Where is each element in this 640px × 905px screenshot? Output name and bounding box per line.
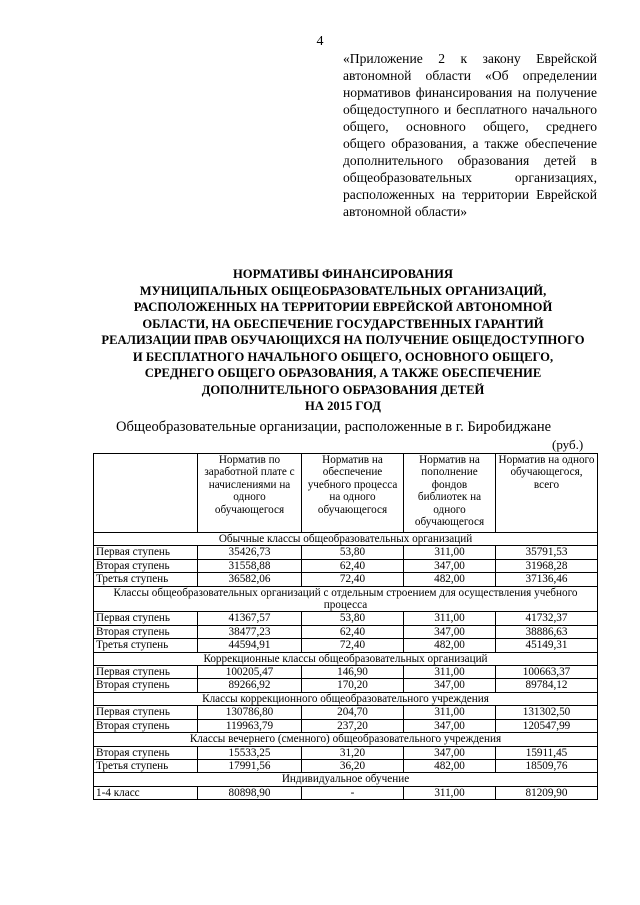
section-row: [94, 773, 598, 786]
section-row: [94, 586, 598, 612]
table-cell: 89784,12: [496, 679, 598, 692]
table-cell: 482,00: [404, 639, 496, 652]
table-cell: 130786,80: [198, 706, 302, 719]
section-row: [94, 733, 598, 746]
table-cell: 31,20: [302, 746, 404, 759]
table-cell: 38477,23: [198, 625, 302, 638]
table-cell: 15533,25: [198, 746, 302, 759]
table-cell: 72,40: [302, 639, 404, 652]
section-title: Индивидуальное обучение: [94, 773, 598, 786]
row-label: Первая ступень: [94, 546, 198, 559]
title-line: И БЕСПЛАТНОГО НАЧАЛЬНОГО ОБЩЕГО, ОСНОВНОГО ОБЩЕГО,: [132, 349, 554, 364]
table-cell: 347,00: [404, 625, 496, 638]
title-line: МУНИЦИПАЛЬНЫХ ОБЩЕОБРАЗОВАТЕЛЬНЫХ ОРГАНИЗАЦИЙ,: [139, 283, 547, 298]
table-row: [94, 786, 598, 799]
table-cell: 347,00: [404, 746, 496, 759]
title-line: РЕАЛИЗАЦИИ ПРАВ ОБУЧАЮЩИХСЯ НА ПОЛУЧЕНИЕ ОБЩЕДОСТУПНОГО: [101, 333, 585, 347]
row-label: Третья ступень: [94, 573, 198, 586]
appendix-reference: «Приложение 2 к закону Еврейской автономной области «Об определении нормативов финансирования на получение общедоступного и бесплатного начального общего, основного общего, среднего общего образования, а также обеспечение дополнительного образования детей в общеобразовательных организациях, расположенных на территории Еврейской автономной области»: [343, 51, 597, 219]
table-cell: 31968,28: [496, 559, 598, 572]
table-row: [94, 719, 598, 732]
table-cell: 36582,06: [198, 573, 302, 586]
row-label: Третья ступень: [94, 759, 198, 772]
table-cell: -: [302, 786, 404, 799]
table-cell: 62,40: [302, 559, 404, 572]
table-cell: 311,00: [404, 612, 496, 625]
table-cell: 119963,79: [198, 719, 302, 732]
section-row: [94, 533, 598, 546]
column-header: Норматив по заработной плате с начислениями на одного обучающегося: [198, 454, 302, 533]
table-cell: 72,40: [302, 573, 404, 586]
column-header: Норматив на обеспечение учебного процесса на одного обучающегося: [302, 454, 404, 533]
table-row: [94, 625, 598, 638]
table-cell: 311,00: [404, 706, 496, 719]
section-row: [94, 652, 598, 665]
table-cell: 120547,99: [496, 719, 598, 732]
table-cell: 35791,53: [496, 546, 598, 559]
table-cell: 347,00: [404, 719, 496, 732]
row-label: Вторая ступень: [94, 559, 198, 572]
row-label: Первая ступень: [94, 666, 198, 679]
title-line: ОБЛАСТИ, НА ОБЕСПЕЧЕНИЕ ГОСУДАРСТВЕННЫХ ГАРАНТИЙ: [142, 316, 544, 331]
column-header: Норматив на пополнение фондов библиотек на одного обучающегося: [404, 454, 496, 533]
row-label: Вторая ступень: [94, 679, 198, 692]
row-label: Первая ступень: [94, 706, 198, 719]
table-row: [94, 666, 598, 679]
page-number: 4: [316, 34, 324, 49]
table-cell: 31558,88: [198, 559, 302, 572]
row-label: Вторая ступень: [94, 625, 198, 638]
section-title: Коррекционные классы общеобразовательных организаций: [94, 652, 598, 665]
row-label: Третья ступень: [94, 639, 198, 652]
table-cell: 311,00: [404, 786, 496, 799]
title-line: СРЕДНЕГО ОБЩЕГО ОБРАЗОВАНИЯ, А ТАКЖЕ ОБЕСПЕЧЕНИЕ: [144, 366, 542, 380]
table-cell: 347,00: [404, 679, 496, 692]
table-cell: 15911,45: [496, 746, 598, 759]
table-cell: 53,80: [302, 546, 404, 559]
table-cell: 18509,76: [496, 759, 598, 772]
row-label: Вторая ступень: [94, 746, 198, 759]
column-header: Норматив на одного обучающегося, всего: [496, 454, 598, 533]
table-row: [94, 639, 598, 652]
table-cell: 53,80: [302, 612, 404, 625]
table-cell: 237,20: [302, 719, 404, 732]
section-title: Классы общеобразовательных организаций с отдельным строением для осуществления учебного процесса: [94, 586, 598, 612]
table-row: [94, 612, 598, 625]
table-cell: 170,20: [302, 679, 404, 692]
currency-unit: (руб.): [552, 437, 584, 452]
table-cell: 131302,50: [496, 706, 598, 719]
table-cell: 482,00: [404, 759, 496, 772]
row-label: Вторая ступень: [94, 719, 198, 732]
table-cell: 38886,63: [496, 625, 598, 638]
section-title: Классы вечернего (сменного) общеобразовательного учреждения: [94, 733, 598, 746]
table-header-row: [94, 454, 598, 533]
table-cell: 81209,90: [496, 786, 598, 799]
table-cell: 311,00: [404, 546, 496, 559]
table-cell: 146,90: [302, 666, 404, 679]
title-line: ДОПОЛНИТЕЛЬНОГО ОБРАЗОВАНИЯ ДЕТЕЙ: [201, 382, 485, 397]
table-cell: 41732,37: [496, 612, 598, 625]
table-cell: 44594,91: [198, 639, 302, 652]
table-cell: 80898,90: [198, 786, 302, 799]
table-cell: 37136,46: [496, 573, 598, 586]
table-cell: 62,40: [302, 625, 404, 638]
table-cell: 36,20: [302, 759, 404, 772]
section-row: [94, 692, 598, 705]
table-cell: 347,00: [404, 559, 496, 572]
section-title: Обычные классы общеобразовательных организаций: [94, 533, 598, 546]
table-cell: 45149,31: [496, 639, 598, 652]
table-cell: 17991,56: [198, 759, 302, 772]
table-row: [94, 746, 598, 759]
table-cell: 35426,73: [198, 546, 302, 559]
norms-table: [93, 453, 598, 800]
table-row: [94, 559, 598, 572]
table-body: [94, 533, 598, 800]
table-row: [94, 759, 598, 772]
title-line: НОРМАТИВЫ ФИНАНСИРОВАНИЯ: [232, 267, 454, 281]
table-row: [94, 573, 598, 586]
column-header: [94, 454, 198, 533]
table-row: [94, 546, 598, 559]
table-cell: 204,70: [302, 706, 404, 719]
table-subtitle: Общеобразовательные организации, расположенные в г. Биробиджане: [116, 419, 552, 435]
table-cell: 482,00: [404, 573, 496, 586]
table-cell: 41367,57: [198, 612, 302, 625]
row-label: 1-4 класс: [94, 786, 198, 799]
title-line: НА 2015 ГОД: [305, 399, 381, 413]
table-row: [94, 679, 598, 692]
table-cell: 100663,37: [496, 666, 598, 679]
table-cell: 89266,92: [198, 679, 302, 692]
table-cell: 100205,47: [198, 666, 302, 679]
document-title: [88, 266, 598, 415]
row-label: Первая ступень: [94, 612, 198, 625]
section-title: Классы коррекционного общеобразовательного учреждения: [94, 692, 598, 705]
table-row: [94, 706, 598, 719]
title-line: РАСПОЛОЖЕННЫХ НА ТЕРРИТОРИИ ЕВРЕЙСКОЙ АВТОНОМНОЙ: [133, 300, 553, 314]
table-cell: 311,00: [404, 666, 496, 679]
